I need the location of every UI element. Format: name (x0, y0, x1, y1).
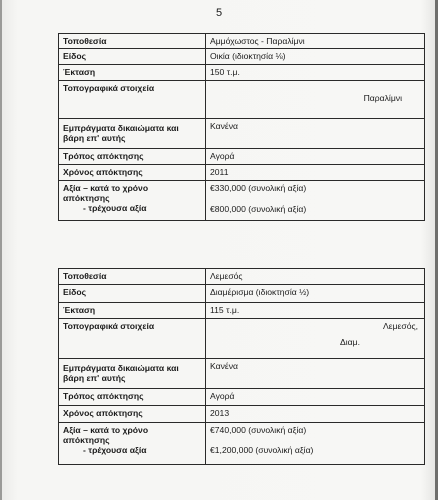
value-current: €1,200,000 (συνολική αξία) (210, 445, 314, 455)
topo-label: Τοπογραφικά στοιχεία (59, 319, 206, 359)
table-row (59, 406, 425, 423)
acq-method-value: Αγορά (206, 389, 425, 406)
location-value: Αμμόχωστος - Παραλίμνι (206, 34, 425, 49)
area-label: Έκταση (59, 65, 206, 81)
rights-value: Κανένα (206, 119, 425, 149)
acq-method-label: Τρόπος απόκτησης (59, 389, 206, 406)
table-row (59, 359, 425, 389)
value-label-line-3: - τρέχουσα αξία (83, 203, 147, 213)
table-row (59, 119, 425, 149)
property-table-1 (58, 33, 425, 221)
value-current: €800,000 (συνολική αξία) (210, 204, 307, 214)
rights-label-line-2: βάρη επ' αυτής (63, 133, 126, 143)
page-number: 5 (215, 7, 223, 19)
location-value: Λεμεσός (206, 269, 425, 285)
value-acq: €740,000 (συνολική αξία) (210, 425, 307, 435)
table-row (59, 319, 425, 359)
value-values-cell (206, 181, 425, 221)
table-row (59, 285, 425, 303)
value-label-line-1: Αξία – κατά το χρόνο (63, 425, 149, 435)
rights-label-line-1: Εμπράγματα δικαιώματα και (63, 363, 179, 373)
value-label-cell (59, 181, 206, 221)
value-label-line-1: Αξία – κατά το χρόνο (63, 183, 149, 193)
table-row (59, 303, 425, 319)
property-table-2 (58, 268, 425, 465)
area-value: 150 τ.μ. (206, 65, 425, 81)
rights-label-line-1: Εμπράγματα δικαιώματα και (63, 123, 179, 133)
topo-value-cell (206, 319, 425, 359)
table-row (59, 65, 425, 81)
acq-year-value: 2011 (206, 165, 425, 181)
rights-value: Κανένα (206, 359, 425, 389)
acq-method-label: Τρόπος απόκτησης (59, 149, 206, 165)
value-acq: €330,000 (συνολική αξία) (210, 183, 307, 193)
table-row (59, 181, 425, 221)
rights-label-cell (59, 119, 206, 149)
type-label: Είδος (59, 285, 206, 303)
topo-value-line-2: Διαμ. (340, 337, 360, 347)
table-row (59, 49, 425, 65)
acq-year-value: 2013 (206, 406, 425, 423)
topo-value-cell (206, 81, 425, 119)
value-label-line-2: απόκτησης (63, 435, 110, 445)
table-row (59, 34, 425, 49)
table-row (59, 389, 425, 406)
acq-year-label: Χρόνος απόκτησης (59, 165, 206, 181)
table-row (59, 165, 425, 181)
table-row (59, 423, 425, 465)
type-label: Είδος (59, 49, 206, 65)
topo-value-line-1: Λεμεσός, (383, 321, 418, 331)
type-value: Οικία (ιδιοκτησία ⅛) (206, 49, 425, 65)
location-label: Τοποθεσία (59, 34, 206, 49)
location-label: Τοποθεσία (59, 269, 206, 285)
table-row (59, 269, 425, 285)
table-row (59, 81, 425, 119)
scan-edge-left (0, 0, 2, 500)
rights-label-line-2: βάρη επ' αυτής (63, 373, 126, 383)
type-value: Διαμέρισμα (ιδιοκτησία ½) (206, 285, 425, 303)
area-value: 115 τ.μ. (206, 303, 425, 319)
topo-value: Παραλίμνι (363, 93, 402, 103)
value-label-line-2: απόκτησης (63, 193, 110, 203)
value-label-line-3: - τρέχουσα αξία (83, 445, 147, 455)
area-label: Έκταση (59, 303, 206, 319)
value-label-cell (59, 423, 206, 465)
table-row (59, 149, 425, 165)
rights-label-cell (59, 359, 206, 389)
acq-year-label: Χρόνος απόκτησης (59, 406, 206, 423)
acq-method-value: Αγορά (206, 149, 425, 165)
value-values-cell (206, 423, 425, 465)
topo-label: Τοπογραφικά στοιχεία (59, 81, 206, 119)
